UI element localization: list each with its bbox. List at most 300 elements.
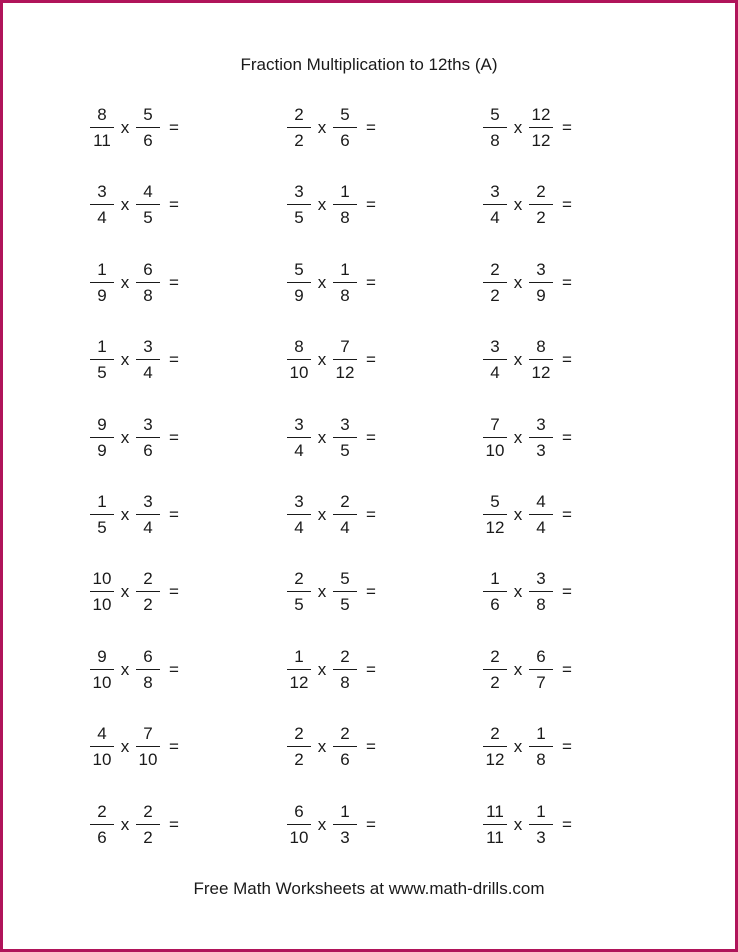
fraction-right xyxy=(136,647,160,693)
fraction-left xyxy=(90,260,114,306)
denominator: 11 xyxy=(486,828,504,847)
fraction-left xyxy=(483,260,507,306)
worksheet-footer: Free Math Worksheets at www.math-drills.com xyxy=(193,879,545,898)
fraction-left xyxy=(483,802,507,848)
denominator: 6 xyxy=(143,441,153,460)
numerator: 5 xyxy=(340,105,350,124)
fraction-bar xyxy=(90,824,114,825)
denominator: 4 xyxy=(294,518,304,537)
fraction-left xyxy=(90,337,114,383)
equals-sign: = xyxy=(562,350,572,369)
fraction-bar xyxy=(529,204,553,205)
fraction-bar xyxy=(529,359,553,360)
problem-r3-c1 xyxy=(90,260,188,306)
numerator: 2 xyxy=(340,724,350,743)
fraction-right xyxy=(529,569,553,615)
multiply-sign: x xyxy=(317,660,327,679)
denominator: 4 xyxy=(143,363,153,382)
fraction-bar xyxy=(333,204,357,205)
numerator: 9 xyxy=(97,415,107,434)
fraction-right xyxy=(333,260,357,306)
numerator: 7 xyxy=(490,415,500,434)
fraction-left xyxy=(90,724,114,770)
fraction-right xyxy=(136,724,160,770)
fraction-left xyxy=(287,105,311,151)
problem-r10-c1 xyxy=(90,802,188,848)
numerator: 3 xyxy=(490,182,500,201)
numerator: 10 xyxy=(92,569,112,588)
denominator: 5 xyxy=(340,595,350,614)
fraction-right xyxy=(136,105,160,151)
numerator: 1 xyxy=(340,802,350,821)
fraction-bar xyxy=(333,591,357,592)
fraction-bar xyxy=(136,746,160,747)
denominator: 4 xyxy=(294,441,304,460)
numerator: 2 xyxy=(143,569,153,588)
fraction-left xyxy=(90,569,114,615)
fraction-bar xyxy=(90,282,114,283)
equals-sign: = xyxy=(562,815,572,834)
numerator: 3 xyxy=(340,415,350,434)
multiply-sign: x xyxy=(513,582,523,601)
problem-r4-c2 xyxy=(287,337,385,383)
fraction-right xyxy=(529,105,553,151)
numerator: 12 xyxy=(531,105,551,124)
fraction-bar xyxy=(136,824,160,825)
fraction-bar xyxy=(333,746,357,747)
numerator: 3 xyxy=(536,415,546,434)
fraction-bar xyxy=(90,591,114,592)
fraction-bar xyxy=(136,127,160,128)
denominator: 8 xyxy=(143,286,153,305)
fraction-right xyxy=(136,337,160,383)
fraction-bar xyxy=(136,514,160,515)
denominator: 12 xyxy=(485,750,505,769)
numerator: 3 xyxy=(294,415,304,434)
fraction-left xyxy=(483,415,507,461)
problem-r2-c2 xyxy=(287,182,385,228)
fraction-bar xyxy=(287,824,311,825)
numerator: 7 xyxy=(340,337,350,356)
fraction-left xyxy=(287,569,311,615)
fraction-bar xyxy=(287,282,311,283)
fraction-right xyxy=(136,260,160,306)
fraction-left xyxy=(483,105,507,151)
problem-r5-c1 xyxy=(90,415,188,461)
multiply-sign: x xyxy=(317,582,327,601)
multiply-sign: x xyxy=(317,273,327,292)
denominator: 10 xyxy=(92,595,112,614)
fraction-left xyxy=(483,569,507,615)
numerator: 3 xyxy=(97,182,107,201)
multiply-sign: x xyxy=(120,428,130,447)
denominator: 8 xyxy=(536,595,546,614)
numerator: 5 xyxy=(490,105,500,124)
multiply-sign: x xyxy=(120,582,130,601)
fraction-bar xyxy=(90,204,114,205)
denominator: 12 xyxy=(335,363,355,382)
fraction-bar xyxy=(483,359,507,360)
equals-sign: = xyxy=(366,118,376,137)
numerator: 2 xyxy=(340,647,350,666)
fraction-bar xyxy=(333,514,357,515)
numerator: 1 xyxy=(490,569,500,588)
fraction-bar xyxy=(529,591,553,592)
numerator: 2 xyxy=(294,105,304,124)
numerator: 2 xyxy=(340,492,350,511)
multiply-sign: x xyxy=(317,737,327,756)
multiply-sign: x xyxy=(120,118,130,137)
problem-r1-c3 xyxy=(483,105,581,151)
denominator: 8 xyxy=(340,208,350,227)
problem-r7-c2 xyxy=(287,569,385,615)
denominator: 9 xyxy=(536,286,546,305)
fraction-left xyxy=(287,492,311,538)
denominator: 5 xyxy=(340,441,350,460)
fraction-bar xyxy=(529,127,553,128)
numerator: 3 xyxy=(536,569,546,588)
equals-sign: = xyxy=(366,195,376,214)
denominator: 10 xyxy=(289,828,309,847)
fraction-left xyxy=(287,724,311,770)
fraction-bar xyxy=(90,127,114,128)
numerator: 1 xyxy=(340,182,350,201)
fraction-right xyxy=(333,802,357,848)
numerator: 3 xyxy=(143,337,153,356)
equals-sign: = xyxy=(562,428,572,447)
numerator: 4 xyxy=(97,724,107,743)
fraction-left xyxy=(483,492,507,538)
equals-sign: = xyxy=(366,273,376,292)
problem-r8-c2 xyxy=(287,647,385,693)
numerator: 8 xyxy=(97,105,107,124)
problem-r10-c2 xyxy=(287,802,385,848)
numerator: 1 xyxy=(536,802,546,821)
problem-r6-c1 xyxy=(90,492,188,538)
numerator: 1 xyxy=(340,260,350,279)
multiply-sign: x xyxy=(120,815,130,834)
problem-r1-c1 xyxy=(90,105,188,151)
numerator: 6 xyxy=(143,260,153,279)
multiply-sign: x xyxy=(120,737,130,756)
denominator: 6 xyxy=(97,828,107,847)
denominator: 4 xyxy=(490,363,500,382)
fraction-right xyxy=(333,415,357,461)
numerator: 2 xyxy=(97,802,107,821)
fraction-bar xyxy=(483,514,507,515)
fraction-bar xyxy=(483,591,507,592)
equals-sign: = xyxy=(169,195,179,214)
fraction-right xyxy=(333,647,357,693)
equals-sign: = xyxy=(366,505,376,524)
fraction-bar xyxy=(287,591,311,592)
numerator: 2 xyxy=(536,182,546,201)
denominator: 8 xyxy=(340,286,350,305)
numerator: 4 xyxy=(536,492,546,511)
problem-r9-c3 xyxy=(483,724,581,770)
numerator: 3 xyxy=(294,492,304,511)
problem-r3-c2 xyxy=(287,260,385,306)
problem-r3-c3 xyxy=(483,260,581,306)
equals-sign: = xyxy=(562,505,572,524)
equals-sign: = xyxy=(562,118,572,137)
fraction-left xyxy=(287,802,311,848)
numerator: 2 xyxy=(143,802,153,821)
fraction-left xyxy=(287,260,311,306)
multiply-sign: x xyxy=(317,118,327,137)
equals-sign: = xyxy=(366,660,376,679)
fraction-right xyxy=(136,415,160,461)
denominator: 12 xyxy=(531,131,551,150)
problem-r7-c1 xyxy=(90,569,188,615)
numerator: 2 xyxy=(294,569,304,588)
denominator: 10 xyxy=(92,750,112,769)
fraction-right xyxy=(529,260,553,306)
numerator: 4 xyxy=(143,182,153,201)
equals-sign: = xyxy=(169,582,179,601)
numerator: 8 xyxy=(294,337,304,356)
numerator: 9 xyxy=(97,647,107,666)
multiply-sign: x xyxy=(120,350,130,369)
denominator: 3 xyxy=(340,828,350,847)
denominator: 11 xyxy=(93,131,111,150)
numerator: 1 xyxy=(97,492,107,511)
multiply-sign: x xyxy=(120,273,130,292)
fraction-bar xyxy=(287,746,311,747)
fraction-right xyxy=(333,492,357,538)
fraction-bar xyxy=(90,437,114,438)
numerator: 2 xyxy=(490,260,500,279)
numerator: 5 xyxy=(143,105,153,124)
denominator: 10 xyxy=(138,750,158,769)
multiply-sign: x xyxy=(513,350,523,369)
problem-r4-c1 xyxy=(90,337,188,383)
denominator: 2 xyxy=(294,131,304,150)
fraction-bar xyxy=(483,282,507,283)
fraction-bar xyxy=(90,514,114,515)
equals-sign: = xyxy=(366,737,376,756)
denominator: 5 xyxy=(143,208,153,227)
equals-sign: = xyxy=(562,273,572,292)
problem-r9-c2 xyxy=(287,724,385,770)
fraction-left xyxy=(483,337,507,383)
equals-sign: = xyxy=(366,350,376,369)
equals-sign: = xyxy=(366,815,376,834)
numerator: 5 xyxy=(340,569,350,588)
multiply-sign: x xyxy=(513,428,523,447)
fraction-bar xyxy=(333,127,357,128)
denominator: 2 xyxy=(536,208,546,227)
fraction-left xyxy=(90,492,114,538)
problem-r1-c2 xyxy=(287,105,385,151)
denominator: 2 xyxy=(294,750,304,769)
denominator: 12 xyxy=(531,363,551,382)
denominator: 5 xyxy=(294,595,304,614)
fraction-bar xyxy=(529,746,553,747)
fraction-left xyxy=(287,182,311,228)
multiply-sign: x xyxy=(513,505,523,524)
denominator: 2 xyxy=(143,595,153,614)
problem-r6-c3 xyxy=(483,492,581,538)
fraction-right xyxy=(529,492,553,538)
fraction-bar xyxy=(287,437,311,438)
equals-sign: = xyxy=(366,428,376,447)
equals-sign: = xyxy=(562,660,572,679)
denominator: 7 xyxy=(536,673,546,692)
fraction-right xyxy=(333,182,357,228)
equals-sign: = xyxy=(169,660,179,679)
denominator: 4 xyxy=(340,518,350,537)
fraction-left xyxy=(287,647,311,693)
denominator: 5 xyxy=(294,208,304,227)
numerator: 3 xyxy=(490,337,500,356)
multiply-sign: x xyxy=(120,195,130,214)
equals-sign: = xyxy=(562,737,572,756)
denominator: 10 xyxy=(92,673,112,692)
denominator: 5 xyxy=(97,518,107,537)
problem-r8-c1 xyxy=(90,647,188,693)
denominator: 6 xyxy=(143,131,153,150)
multiply-sign: x xyxy=(317,195,327,214)
fraction-bar xyxy=(287,127,311,128)
fraction-left xyxy=(90,647,114,693)
fraction-bar xyxy=(287,514,311,515)
problem-r10-c3 xyxy=(483,802,581,848)
denominator: 10 xyxy=(485,441,505,460)
numerator: 8 xyxy=(536,337,546,356)
multiply-sign: x xyxy=(513,815,523,834)
fraction-bar xyxy=(483,204,507,205)
numerator: 3 xyxy=(536,260,546,279)
numerator: 2 xyxy=(490,647,500,666)
fraction-right xyxy=(529,337,553,383)
fraction-bar xyxy=(136,359,160,360)
multiply-sign: x xyxy=(513,660,523,679)
denominator: 9 xyxy=(97,441,107,460)
fraction-bar xyxy=(529,669,553,670)
fraction-left xyxy=(483,182,507,228)
fraction-bar xyxy=(483,746,507,747)
multiply-sign: x xyxy=(317,505,327,524)
problem-r5-c2 xyxy=(287,415,385,461)
denominator: 12 xyxy=(485,518,505,537)
denominator: 4 xyxy=(490,208,500,227)
multiply-sign: x xyxy=(317,815,327,834)
multiply-sign: x xyxy=(513,118,523,137)
equals-sign: = xyxy=(169,118,179,137)
fraction-bar xyxy=(136,669,160,670)
fraction-left xyxy=(90,415,114,461)
equals-sign: = xyxy=(366,582,376,601)
numerator: 6 xyxy=(294,802,304,821)
denominator: 9 xyxy=(97,286,107,305)
fraction-left xyxy=(90,105,114,151)
fraction-right xyxy=(529,415,553,461)
fraction-right xyxy=(333,569,357,615)
fraction-bar xyxy=(136,437,160,438)
fraction-bar xyxy=(287,359,311,360)
denominator: 8 xyxy=(143,673,153,692)
numerator: 2 xyxy=(490,724,500,743)
fraction-bar xyxy=(483,824,507,825)
problem-r2-c3 xyxy=(483,182,581,228)
numerator: 6 xyxy=(143,647,153,666)
problem-r5-c3 xyxy=(483,415,581,461)
denominator: 3 xyxy=(536,441,546,460)
numerator: 1 xyxy=(536,724,546,743)
denominator: 2 xyxy=(490,673,500,692)
denominator: 2 xyxy=(490,286,500,305)
numerator: 3 xyxy=(143,415,153,434)
denominator: 8 xyxy=(536,750,546,769)
denominator: 9 xyxy=(294,286,304,305)
equals-sign: = xyxy=(169,505,179,524)
denominator: 6 xyxy=(490,595,500,614)
fraction-right xyxy=(333,337,357,383)
denominator: 10 xyxy=(289,363,309,382)
multiply-sign: x xyxy=(317,350,327,369)
fraction-bar xyxy=(483,127,507,128)
numerator: 1 xyxy=(97,260,107,279)
numerator: 2 xyxy=(294,724,304,743)
numerator: 11 xyxy=(486,802,504,821)
problem-r6-c2 xyxy=(287,492,385,538)
fraction-right xyxy=(529,182,553,228)
problem-r8-c3 xyxy=(483,647,581,693)
problem-r9-c1 xyxy=(90,724,188,770)
numerator: 3 xyxy=(294,182,304,201)
fraction-left xyxy=(90,802,114,848)
fraction-right xyxy=(136,802,160,848)
problem-r4-c3 xyxy=(483,337,581,383)
fraction-bar xyxy=(90,746,114,747)
denominator: 4 xyxy=(536,518,546,537)
problem-r2-c1 xyxy=(90,182,188,228)
fraction-bar xyxy=(136,591,160,592)
equals-sign: = xyxy=(169,273,179,292)
denominator: 4 xyxy=(97,208,107,227)
fraction-bar xyxy=(90,359,114,360)
fraction-bar xyxy=(136,204,160,205)
fraction-right xyxy=(529,647,553,693)
fraction-left xyxy=(90,182,114,228)
equals-sign: = xyxy=(169,737,179,756)
fraction-bar xyxy=(529,437,553,438)
fraction-bar xyxy=(287,204,311,205)
numerator: 6 xyxy=(536,647,546,666)
denominator: 6 xyxy=(340,750,350,769)
multiply-sign: x xyxy=(120,660,130,679)
denominator: 12 xyxy=(289,673,309,692)
fraction-bar xyxy=(333,669,357,670)
numerator: 7 xyxy=(143,724,153,743)
multiply-sign: x xyxy=(513,195,523,214)
fraction-right xyxy=(136,182,160,228)
multiply-sign: x xyxy=(513,737,523,756)
fraction-bar xyxy=(483,437,507,438)
equals-sign: = xyxy=(169,815,179,834)
denominator: 4 xyxy=(143,518,153,537)
denominator: 2 xyxy=(143,828,153,847)
problem-grid xyxy=(3,3,735,949)
denominator: 3 xyxy=(536,828,546,847)
multiply-sign: x xyxy=(513,273,523,292)
equals-sign: = xyxy=(169,428,179,447)
fraction-bar xyxy=(333,437,357,438)
problem-r7-c3 xyxy=(483,569,581,615)
fraction-right xyxy=(136,569,160,615)
fraction-bar xyxy=(529,282,553,283)
